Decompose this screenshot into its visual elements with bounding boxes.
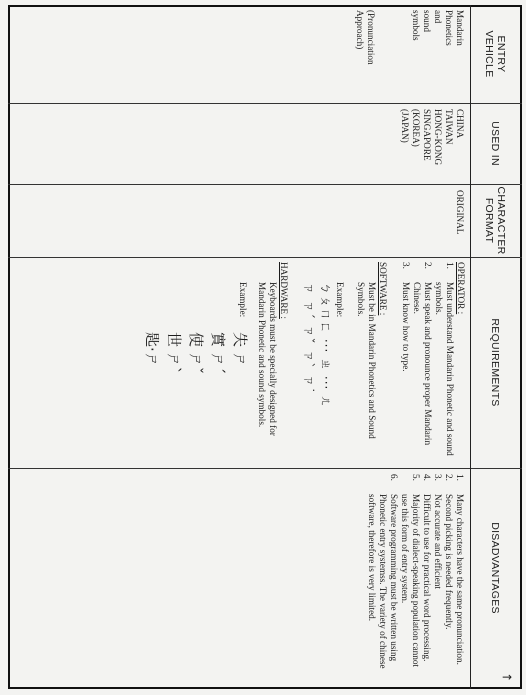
column-divider bbox=[8, 184, 522, 185]
entry-vehicle-line: and bbox=[433, 10, 443, 24]
country-item: SINGAPORE bbox=[422, 109, 432, 161]
header-disadvantages: DISADVANTAGES bbox=[489, 522, 501, 614]
entry-vehicle-note: (Pronunciation Approach) bbox=[355, 10, 376, 65]
disadvantage-item: 1. Many characters have the same pronunciation. bbox=[455, 474, 465, 665]
header-requirements: REQUIREMENTS bbox=[489, 318, 501, 407]
disadvantages-cell bbox=[366, 474, 465, 670]
column-divider bbox=[8, 468, 522, 469]
hardware-example-chars bbox=[141, 262, 251, 462]
operator-label: OPERATOR : bbox=[456, 262, 466, 315]
disadvantage-item: 6. Software programming must be written using Phonetic entry systemss. The variety of chinese software, therefore is very limited. bbox=[367, 474, 399, 669]
country-item: TAIWAN bbox=[444, 109, 454, 145]
entry-vehicle-cell bbox=[410, 10, 465, 100]
software-label: SOFTWARE : bbox=[378, 262, 388, 316]
column-divider bbox=[8, 103, 522, 104]
hardware-label: HARDWARE : bbox=[279, 262, 289, 319]
entry-vehicle-line: Phonetics bbox=[444, 10, 454, 46]
character-example: 失 ㄕ bbox=[231, 332, 249, 367]
country-item: HONG-KONG bbox=[433, 109, 443, 166]
entry-vehicle-line: sound bbox=[422, 10, 432, 32]
character-example: 世 ㄕˋ bbox=[165, 332, 183, 375]
hardware-text: Keyboards must be specially designed for Mandarin Phonetic and sound symbols. bbox=[257, 282, 278, 436]
character-format-cell: ORIGINAL bbox=[455, 190, 465, 235]
disadvantage-item: 3. Not accurate and efficient bbox=[433, 474, 443, 589]
entry-vehicle-line: Mandarin bbox=[455, 10, 465, 46]
disadvantage-item: 2. Second picking is needed frequently. bbox=[444, 474, 454, 630]
tone-symbols-example: ㄗ ㄗˊ ㄗˇ ㄗˋ ㄗ˙ bbox=[302, 282, 316, 395]
operator-item: 1. Must understand Mandarin Phonetic and sound symbols. bbox=[434, 262, 455, 456]
operator-item: 3. Must know how to type. bbox=[401, 262, 411, 372]
disadvantage-item: 5. Majority of dialect-speaking population cannot use this form of entry system. bbox=[400, 474, 421, 667]
phonetic-symbols-example: ㄅㄆㄇㄈ ··· ㄓ ··· ㄦ bbox=[319, 282, 333, 409]
country-item: (KOREA) bbox=[411, 109, 421, 147]
country-item: (JAPAN) bbox=[400, 109, 410, 143]
country-item: CHINA bbox=[455, 109, 465, 139]
character-example: 匙·ㄕ bbox=[143, 332, 161, 367]
column-divider bbox=[8, 257, 522, 258]
character-example: 使 ㄕˇ bbox=[187, 332, 205, 375]
header-divider bbox=[470, 5, 471, 689]
used-in-cell bbox=[399, 109, 465, 183]
software-example-label: Example: bbox=[335, 282, 345, 318]
character-example: 實 ㄕˊ bbox=[209, 332, 227, 375]
header-used-in: USED IN bbox=[489, 121, 501, 166]
entry-vehicle-line: symbols bbox=[411, 10, 421, 41]
disadvantage-item: 4. Difficult to use for practical word processing. bbox=[422, 474, 432, 662]
header-character-format: CHARACTER FORMAT bbox=[483, 186, 507, 255]
header-entry-vehicle: ENTRY VEHICLE bbox=[483, 30, 507, 78]
software-text: Must be in Mandarin Phonetics and Sound Symbols. bbox=[356, 282, 377, 439]
operator-item: 2. Must speak and pronounce proper Mandarin Chinese. bbox=[412, 262, 433, 446]
hardware-example-label: Example: bbox=[238, 282, 248, 318]
corner-arrow-mark: → bbox=[501, 670, 513, 685]
requirements-cell bbox=[141, 262, 466, 462]
